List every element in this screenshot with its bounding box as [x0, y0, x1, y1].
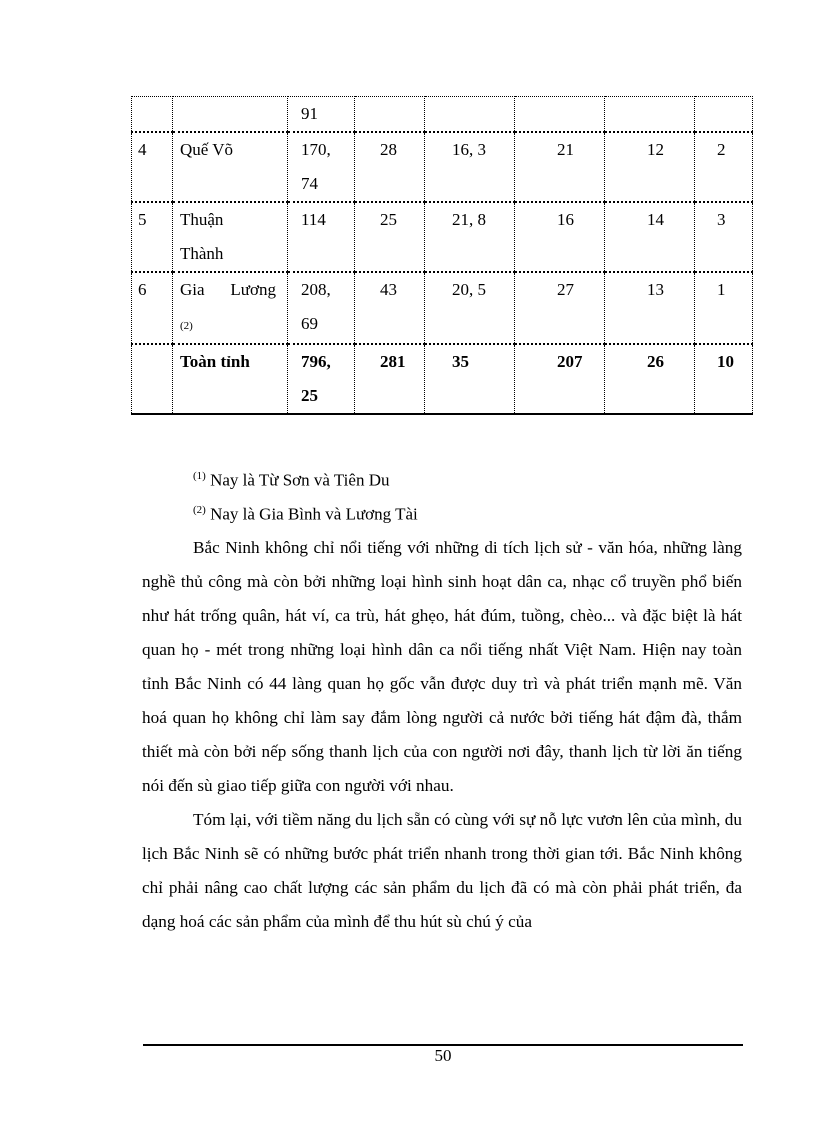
footnote-2	[193, 500, 418, 525]
table-cell-stt: 6	[132, 272, 173, 344]
statistics-table	[131, 96, 753, 415]
table-cell-name	[173, 272, 288, 344]
table-cell-area: 114	[288, 202, 355, 272]
table-cell-area: 796, 25	[288, 344, 355, 414]
table-cell-c: 2	[695, 132, 753, 202]
table-cell-a: 27	[515, 272, 605, 344]
table-cell-n: 281	[355, 344, 425, 414]
footnote-marker: (2)	[193, 504, 206, 516]
name-line	[180, 273, 276, 307]
name-part: Lương	[230, 280, 276, 299]
paragraph: Bắc Ninh không chỉ nổi tiếng với những di tích lịch sử - văn hóa, những làng nghề thủ công mà còn bởi những loại hình sinh hoạt dân ca, nhạc cổ truyền phổ biến như hát trống quân, hát ví, ca trù, hát ghẹo, hát đúm, tuồng, chèo... và đặc biệt là hát quan họ - mét trong những loại hình dân ca nổi tiếng nhất Việt Nam. Hiện nay toàn tỉnh Bắc Ninh có 44 làng quan họ gốc vẫn được duy trì và phát triển mạnh mẽ. Văn hoá quan họ không chỉ làm say đắm lòng người cả nước bởi tiếng hát đậm đà, thắm thiết mà còn bởi nếp sống thanh lịch của con người nơi đây, thanh lịch từ lời ăn tiếng nói đến sù giao tiếp giữa con người với nhau.	[142, 538, 742, 795]
footnote-1	[193, 466, 389, 491]
table-cell-stt	[132, 344, 173, 414]
table-cell-b: 14	[605, 202, 695, 272]
table-cell-a: 16	[515, 202, 605, 272]
table-cell-a	[515, 97, 605, 133]
table-cell-name: Toàn tỉnh	[173, 344, 288, 414]
table-cell-c: 3	[695, 202, 753, 272]
table-cell-n	[355, 97, 425, 133]
table-cell-pct: 21, 8	[425, 202, 515, 272]
footnote-text: Nay là Gia Bình và Lương Tài	[205, 504, 418, 524]
footnote-text: Nay là Từ Sơn và Tiên Du	[205, 470, 390, 490]
table-cell-pct: 20, 5	[425, 272, 515, 344]
footnote-marker: (2)	[180, 320, 193, 332]
table-cell-name: Thuận Thành	[173, 202, 288, 272]
table-cell-stt: 5	[132, 202, 173, 272]
table-cell-pct	[425, 97, 515, 133]
table-row	[132, 202, 753, 272]
table-row	[132, 132, 753, 202]
table-cell-b	[605, 97, 695, 133]
table-cell-pct: 16, 3	[425, 132, 515, 202]
table-cell-n: 43	[355, 272, 425, 344]
table-cell-a: 207	[515, 344, 605, 414]
table-cell-b: 13	[605, 272, 695, 344]
table-total-row	[132, 344, 753, 414]
paragraph: Tóm lại, với tiềm năng du lịch sẵn có cùng với sự nỗ lực vươn lên của mình, du lịch Bắc Ninh sẽ có những bước phát triển nhanh trong thời gian tới. Bắc Ninh không chỉ phải nâng cao chất lượng các sản phẩm du lịch đã có mà còn phải phát triển, đa dạng hoá các sản phẩm của mình để thu hút sù chú ý của	[142, 810, 742, 931]
table-cell-area: 170, 74	[288, 132, 355, 202]
table-cell-c: 10	[695, 344, 753, 414]
table-cell-name	[173, 97, 288, 133]
name-part: Gia	[180, 280, 205, 299]
table-row	[132, 97, 753, 133]
table-cell-area: 208, 69	[288, 272, 355, 344]
table-cell-n: 25	[355, 202, 425, 272]
table-row	[132, 272, 753, 344]
table-cell-b: 26	[605, 344, 695, 414]
body-text	[142, 531, 742, 939]
table-cell-stt: 4	[132, 132, 173, 202]
table-cell-n: 28	[355, 132, 425, 202]
footnote-marker: (1)	[193, 470, 206, 482]
table-cell-area: 91	[288, 97, 355, 133]
table-cell-name: Quế Võ	[173, 132, 288, 202]
page-number: 50	[434, 1046, 452, 1065]
table-cell-a: 21	[515, 132, 605, 202]
table-cell-pct: 35	[425, 344, 515, 414]
table-cell-b: 12	[605, 132, 695, 202]
table-cell-stt	[132, 97, 173, 133]
table-cell-c	[695, 97, 753, 133]
table-cell-c: 1	[695, 272, 753, 344]
